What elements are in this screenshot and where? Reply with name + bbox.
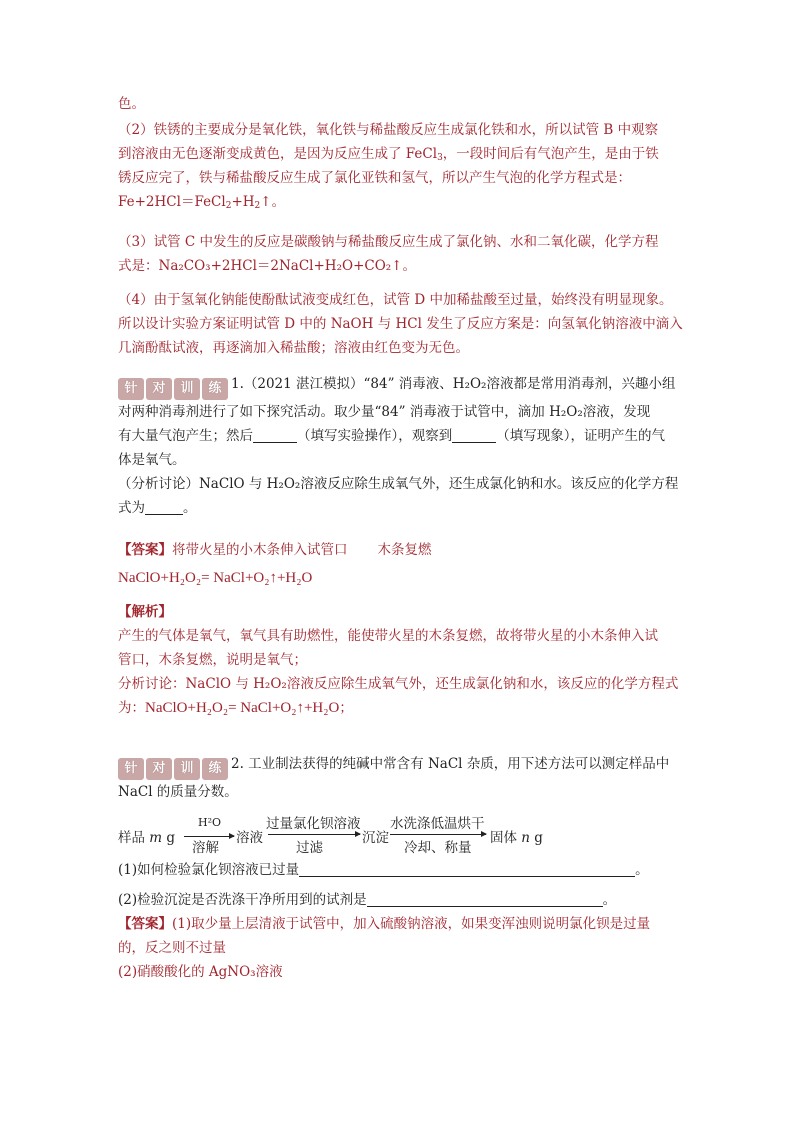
training-badge: [118, 378, 228, 400]
answer-blank: [145, 498, 183, 515]
analysis-tag: 【解析】: [118, 604, 172, 620]
badge-char: 对: [146, 378, 172, 400]
badge-char: 对: [146, 758, 172, 780]
analysis-equation: NaClO+H₂O₂= NaCl+O₂↑+H₂O: [145, 700, 340, 716]
equation-iron: $Fe+2HCl=FeCl_2+H_2↑$。: [118, 194, 286, 211]
answer-blank: [367, 890, 603, 907]
equation-sodium-carbonate: Na₂CO₃+2HCl＝2NaCl+H₂O+CO₂↑。: [158, 258, 416, 274]
question-2-parts: (1)如何检验氯化钡溶液已过量 。 (2)检验沉淀是否洗涤干净所用到的试剂是 。: [118, 862, 649, 908]
paragraph-continuation: 色。: [118, 96, 145, 112]
badge-char: 针: [118, 758, 144, 780]
question-1: 针 对 训 练 1.（2021 湛江模拟）“84” 消毒液、H₂O₂溶液都是常用消毒剂，兴趣小组 对两种消毒剂进行了如下探究活动。取少量“84” 消毒液于试管中，滴加 H₂O₂溶液，发现 有大量气泡产生；然后 （填写实验操作），观察到 （填写现象），证明产生的气 体是氧气。 （分析讨论）NaClO 与 H₂O₂溶液反应除生成氧气外，还生成氯化钠和水。该反应的化学方程 式为 。: [118, 376, 679, 516]
paragraph-3: （3）试管 C 中发生的反应是碳酸钠与稀盐酸反应生成了氯化钠、水和二氧化碳，化学方程 式是：Na₂CO₃+2HCl＝2NaCl+H₂O+CO₂↑。: [118, 234, 659, 274]
badge-char: 训: [174, 758, 200, 780]
analysis: 【解析】 产生的气体是氧气，氧气具有助燃性，能使带火星的木条复燃，故将带火星的小木条伸入试 管口，木条复燃，说明是氧气； 分析讨论：NaClO 与 H₂O₂溶液反应除生成氧气外，还生成氯化钠和水，该反应的化学方程式 为：NaClO+H₂O₂= NaCl+O₂↑+H₂O；: [118, 600, 683, 720]
flow-arrow: [390, 834, 486, 835]
answer-blank: [452, 426, 496, 443]
answer-1: 【答案】将带火星的小木条伸入试管口 木条复燃 NaClO+H₂O₂= NaCl+O₂↑+H₂O: [118, 538, 683, 590]
answer-blank: [299, 860, 635, 877]
answer-blank: [253, 426, 297, 443]
paragraph-2: （2）铁锈的主要成分是氧化铁，氧化铁与稀盐酸反应生成氯化铁和水，所以试管 B 中观察 到溶液由无色逐渐变成黄色，是因为反应生成了 FeCl$_3$，一段时间后有气泡产生，是由于铁 锈反应完了，铁与稀盐酸反应生成了氯化亚铁和氢气，所以产生气泡的化学方程式是： $Fe+2HCl=FeCl_2+H_2↑$。: [118, 118, 683, 214]
training-badge: [118, 758, 228, 780]
badge-char: 练: [202, 378, 228, 400]
flow-arrow: [268, 834, 360, 835]
answer-2: 【答案】(1)取少量上层清液于试管中，加入硫酸钠溶液，如果变浑浊则说明氯化钡是过量 的，反之则不过量 (2)硝酸酸化的 AgNO₃溶液: [118, 916, 651, 980]
paragraph-4: （4）由于氢氧化钠能使酚酞试液变成红色，试管 D 中加稀盐酸至过量，始终没有明显现象。 所以设计实验方案证明试管 D 中的 NaOH 与 HCl 发生了反应方案是：向氢氧化钠溶液中滴入 几滴酚酞试液，再逐滴加入稀盐酸；溶液由红色变为无色。: [118, 292, 683, 356]
question-2: 针 对 训 练 2. 工业制法获得的纯碱中常含有 NaCl 杂质，用下述方法可以测定样品中 NaCl 的质量分数。: [118, 756, 670, 800]
badge-char: 训: [174, 378, 200, 400]
answer-equation: NaClO+H₂O₂= NaCl+O₂↑+H₂O: [118, 570, 313, 586]
badge-char: 针: [118, 378, 144, 400]
process-flow: 样品 m g H²O 溶解 溶液 过量氯化钡溶液 过滤 沉淀 水洗涤低温烘干 冷却、称量 固体 n g: [118, 816, 543, 856]
answer-tag: 【答案】: [118, 916, 172, 932]
answer-tag: 【答案】: [118, 542, 172, 558]
badge-char: 练: [202, 758, 228, 780]
